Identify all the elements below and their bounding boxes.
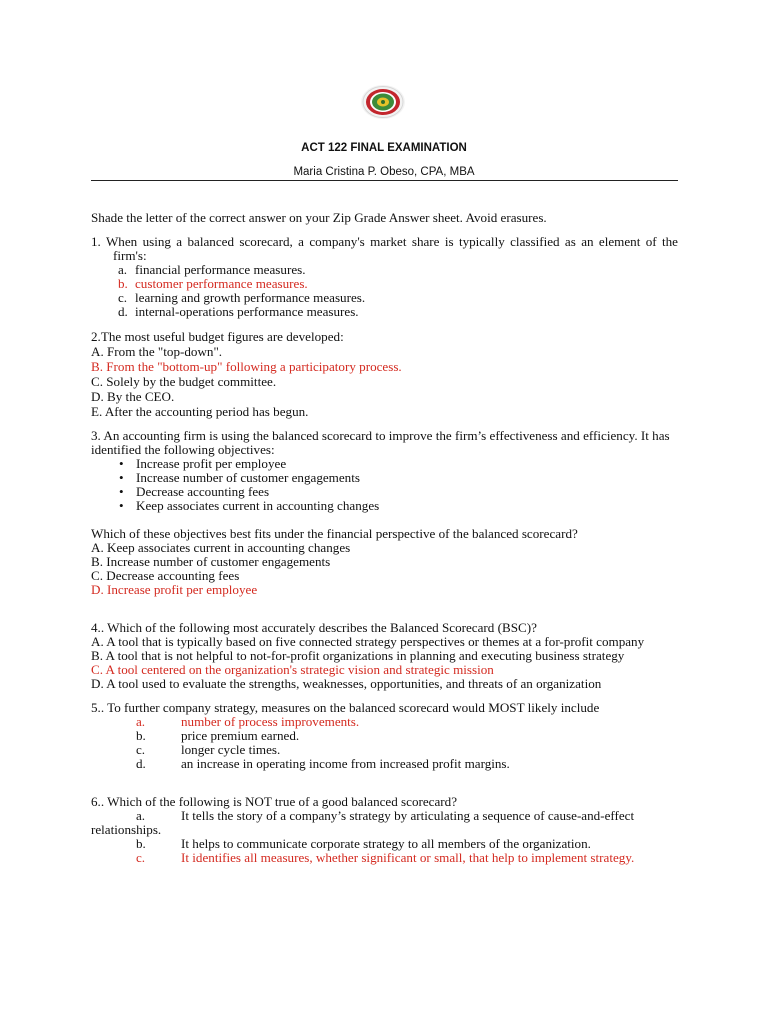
question-1-option-c: c. learning and growth performance measures. — [118, 290, 366, 305]
question-4-option-b: B. A tool that is not helpful to not-for-profit organizations in planning and executing business strategy — [91, 648, 625, 663]
question-6-stem: 6.. Which of the following is NOT true of a good balanced scorecard? — [91, 794, 458, 809]
question-5-option-c: c. longer cycle times. — [136, 742, 281, 757]
objective-item: • Increase number of customer engagements — [119, 470, 360, 485]
question-1-option-a: a. financial performance measures. — [118, 262, 306, 277]
author-line: Maria Cristina P. Obeso, CPA, MBA — [293, 166, 475, 178]
question-5 — [91, 701, 678, 771]
exam-title: ACT 122 FINAL EXAMINATION — [301, 142, 467, 154]
question-3-question: Which of these objectives best fits under the financial perspective of the balanced scorecard? — [91, 526, 578, 541]
objective-item: • Keep associates current in accounting changes — [119, 498, 380, 513]
question-3-option-c: C. Decrease accounting fees — [91, 568, 240, 583]
question-3 — [91, 429, 678, 597]
question-6-option-c-answer: c. It identifies all measures, whether significant or small, that help to implement strategy. — [136, 850, 635, 865]
instructions: Shade the letter of the correct answer on your Zip Grade Answer sheet. Avoid erasures. — [91, 210, 547, 225]
question-3-option-a: A. Keep associates current in accounting changes — [91, 540, 351, 555]
question-2-option-d: D. By the CEO. — [91, 389, 175, 404]
question-4-stem: 4.. Which of the following most accurately describes the Balanced Scorecard (BSC)? — [91, 620, 537, 635]
question-3-option-b: B. Increase number of customer engagements — [91, 554, 331, 569]
question-6 — [91, 795, 678, 865]
question-4 — [91, 621, 678, 691]
header-divider — [91, 180, 678, 181]
question-2-option-e: E. After the accounting period has begun. — [91, 404, 309, 419]
question-1-option-d: d. internal-operations performance measures. — [118, 304, 359, 319]
question-2 — [91, 329, 678, 419]
objective-item: • Increase profit per employee — [119, 456, 287, 471]
question-4-option-a: A. A tool that is typically based on five connected strategy perspectives or themes at a for-profit company — [91, 634, 645, 649]
question-6-option-b: b. It helps to communicate corporate strategy to all members of the organization. — [136, 836, 591, 851]
question-5-option-a-answer: a. number of process improvements. — [136, 714, 360, 729]
question-5-option-d: d. an increase in operating income from increased profit margins. — [136, 756, 510, 771]
question-6-option-a: a. It tells the story of a company’s strategy by articulating a sequence of cause-and-effect relationships. — [91, 808, 635, 837]
question-3-stem: 3. An accounting firm is using the balanced scorecard to improve the firm’s effectiveness and efficiency. It has identified the following objectives: — [91, 428, 670, 457]
exam-body — [91, 211, 678, 865]
question-4-option-c-answer: C. A tool centered on the organization's strategic vision and strategic mission — [91, 662, 494, 677]
question-2-option-b-answer: B. From the "bottom-up" following a participatory process. — [91, 359, 402, 374]
objective-item: • Decrease accounting fees — [119, 484, 270, 499]
question-1-stem: 1. When using a balanced scorecard, a company's market share is typically classified as an element of the firm's: — [91, 234, 678, 263]
question-5-stem: 5.. To further company strategy, measures on the balanced scorecard would MOST likely include — [91, 700, 600, 715]
school-seal-logo — [359, 84, 407, 120]
question-1-option-b-answer: b. customer performance measures. — [118, 276, 308, 291]
question-4-option-d: D. A tool used to evaluate the strengths, weaknesses, opportunities, and threats of an organization — [91, 676, 602, 691]
question-1 — [91, 235, 678, 319]
question-3-option-d-answer: D. Increase profit per employee — [91, 582, 258, 597]
question-2-option-a: A. From the "top-down". — [91, 344, 223, 359]
question-2-stem: 2.The most useful budget figures are developed: — [91, 329, 344, 344]
question-5-option-b: b. price premium earned. — [136, 728, 300, 743]
question-2-option-c: C. Solely by the budget committee. — [91, 374, 277, 389]
